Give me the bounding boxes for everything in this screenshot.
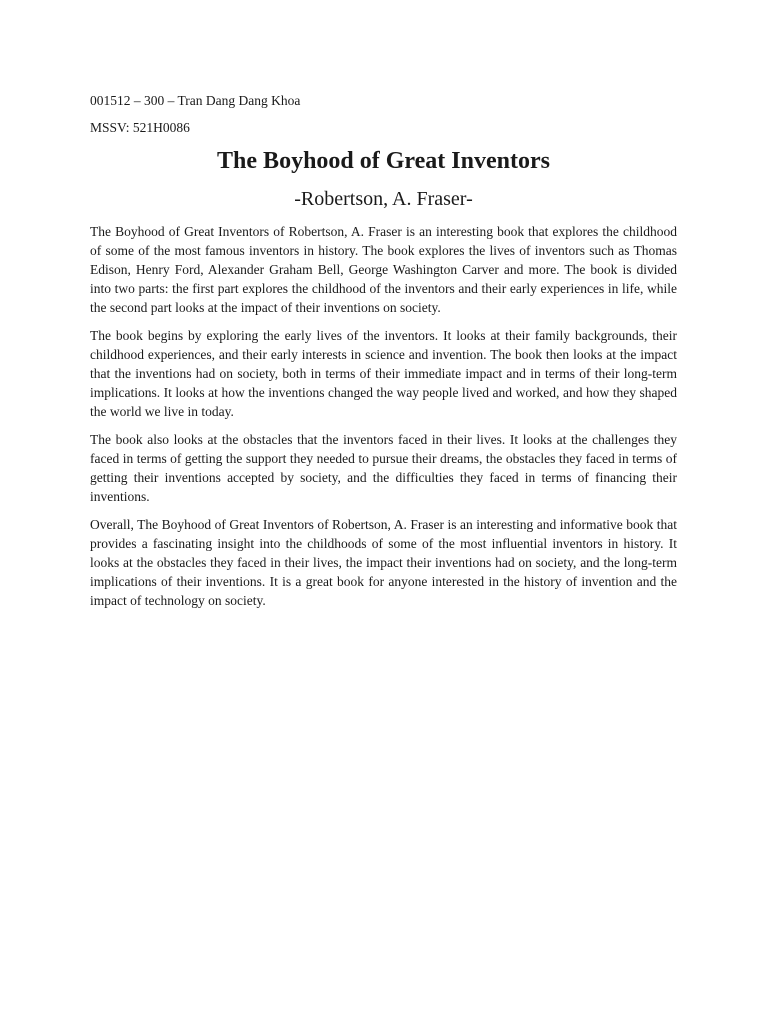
paragraph: The book also looks at the obstacles that the inventors faced in their lives. It looks at the challenges they faced in terms of getting the support they needed to pursue their dreams, the obstacles they faced in terms of getting their inventions accepted by society, and the difficulties they faced in terms of financing their inventions.: [90, 432, 677, 504]
document-title: The Boyhood of Great Inventors: [217, 148, 550, 174]
document-page: [90, 92, 677, 619]
student-info-line: 001512 – 300 – Tran Dang Dang Khoa: [90, 93, 301, 108]
document-author: -Robertson, A. Fraser-: [294, 188, 473, 210]
paragraph: The book begins by exploring the early lives of the inventors. It looks at their family backgrounds, their childhood experiences, and their early interests in science and invention. The book then looks at the impact that the inventions had on society, both in terms of their immediate impact and in terms of their long-term implications. It looks at how the inventions changed the way people lived and worked, and how they shaped the world we live in today.: [90, 328, 677, 419]
student-id-line: MSSV: 521H0086: [90, 120, 190, 135]
paragraph: The Boyhood of Great Inventors of Robertson, A. Fraser is an interesting book that explores the childhood of some of the most famous inventors in history. The book explores the lives of inventors such as Thomas Edison, Henry Ford, Alexander Graham Bell, George Washington Carver and more. The book is divided into two parts: the first part explores the childhood of the inventors and their early experiences in life, while the second part looks at the impact of their inventions on society.: [90, 224, 677, 315]
paragraph: Overall, The Boyhood of Great Inventors of Robertson, A. Fraser is an interesting and informative book that provides a fascinating insight into the childhoods of some of the most influential inventors in history. It looks at the obstacles they faced in their lives, the impact their inventions had on society, and the long-term implications of their inventions. It is a great book for anyone interested in the history of invention and the impact of technology on society.: [90, 517, 677, 608]
